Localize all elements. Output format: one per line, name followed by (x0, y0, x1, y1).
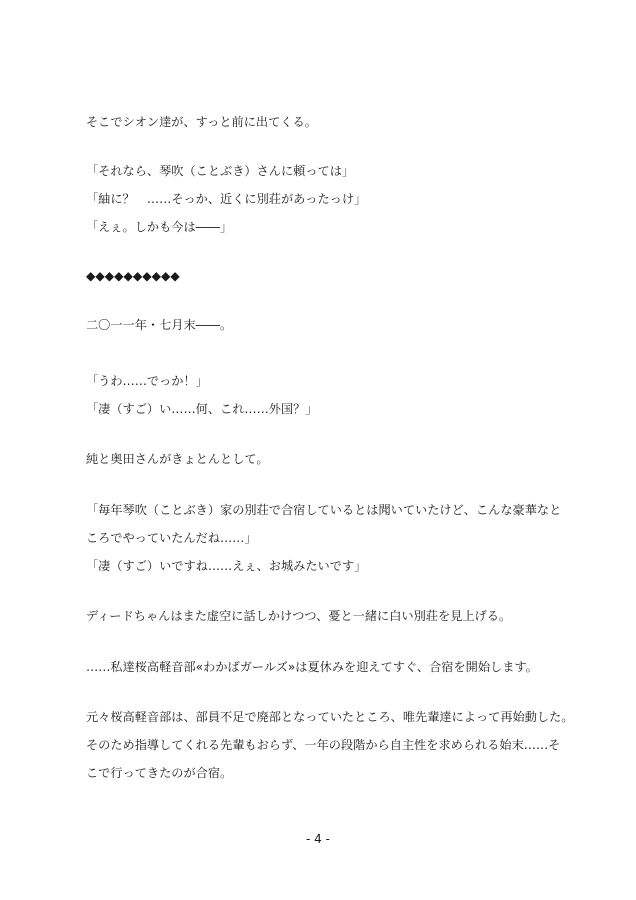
text-line: 「毎年琴吹（ことぶき）家の別荘で合宿しているとは聞いていたけど、こんな豪華なと (86, 503, 562, 517)
text-line: ……私達桜高軽音部«わかばガールズ»は夏休みを迎えてすぐ、合宿を開始します。 (86, 660, 538, 674)
text-line: こで行ってきたのが合宿。 (86, 766, 233, 780)
text-line: 「凄（すご）い……何、これ……外国？」 (86, 402, 318, 416)
text-line: 「それなら、琴吹（ことぶき）さんに頼っては」 (86, 164, 355, 178)
text-line: ディードちゃんはまた虚空に話しかけつつ、憂と一緒に白い別荘を見上げる。 (86, 609, 512, 623)
text-line: そこでシオン達が、すっと前に出てくる。 (86, 115, 317, 129)
section-divider: ◆◆◆◆◆◆◆◆◆◆ (86, 269, 180, 283)
text-line: 「うわ……でっか！」 (86, 374, 208, 388)
text-line: 「紬に？ ……そっか、近くに別荘があったっけ」 (86, 192, 367, 206)
text-line: 純と奥田さんがきょとんとして。 (86, 452, 269, 466)
text-line: ころでやっていたんだね……」 (86, 531, 257, 545)
text-line: 「えぇ。しかも今は――」 (86, 220, 233, 234)
text-line: 「凄（すご）いですね……えぇ、お城みたいです」 (86, 559, 367, 573)
text-line: 元々桜高軽音部は、部員不足で廃部となっていたところ、唯先輩達によって再始動した。 (86, 710, 574, 724)
page-number: - 4 - (306, 832, 330, 846)
text-line: 二〇一一年・七月末――。 (86, 318, 233, 332)
text-line: そのため指導してくれる先輩もおらず、一年の段階から自主性を求められる始末……そ (86, 738, 561, 752)
